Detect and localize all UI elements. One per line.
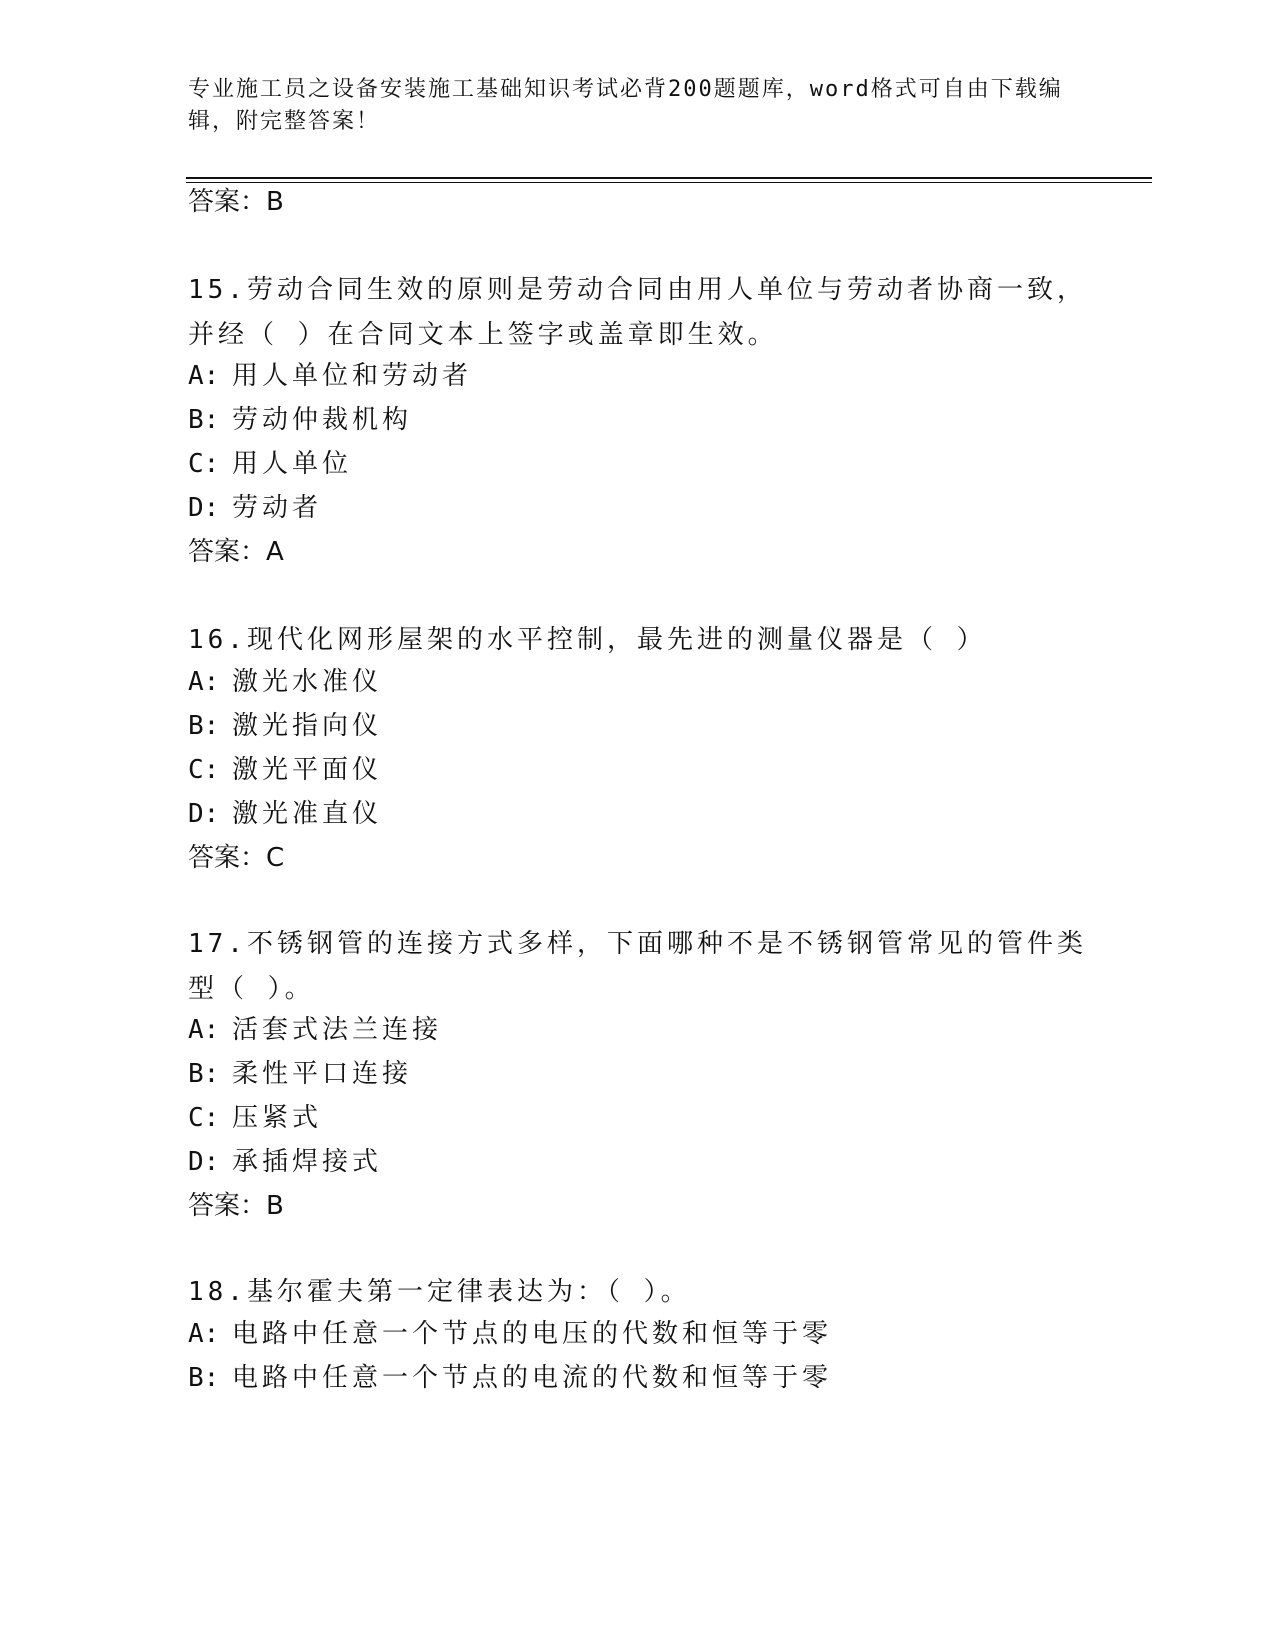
- option-text: 电路中任意一个节点的电流的代数和恒等于零: [232, 1363, 833, 1393]
- option-letter: C:: [188, 1103, 220, 1133]
- option-letter: A:: [188, 361, 220, 391]
- q18-option-a: [188, 1316, 832, 1352]
- option-text: 电路中任意一个节点的电压的代数和恒等于零: [232, 1319, 833, 1349]
- q17-option-c: [188, 1100, 322, 1136]
- question-16: 16.现代化网形屋架的水平控制，最先进的测量仪器是（ ）: [188, 625, 987, 655]
- q16-option-b: [188, 708, 382, 744]
- option-letter: B:: [188, 1363, 220, 1393]
- option-text: 活套式法兰连接: [232, 1015, 443, 1045]
- q17-option-a: [188, 1012, 442, 1048]
- q15-option-d: [188, 490, 322, 526]
- q17-option-d: [188, 1144, 382, 1180]
- option-text: 激光准直仪: [232, 799, 383, 829]
- q16-option-c: [188, 752, 382, 788]
- option-text: 用人单位和劳动者: [232, 361, 473, 391]
- q15-option-c: [188, 446, 352, 482]
- option-letter: D:: [188, 493, 220, 523]
- q15-option-b: [188, 402, 412, 438]
- option-text: 柔性平口连接: [232, 1059, 413, 1089]
- header-rule-thick: [186, 177, 1152, 179]
- option-letter: D:: [188, 799, 220, 829]
- option-text: 激光水准仪: [232, 667, 383, 697]
- option-text: 激光指向仪: [232, 711, 383, 741]
- header-rule-thin: [186, 182, 1152, 183]
- option-text: 激光平面仪: [232, 755, 383, 785]
- option-text: 劳动者: [232, 493, 323, 523]
- option-letter: C:: [188, 449, 220, 479]
- answer-14: 答案：B: [188, 187, 284, 217]
- option-letter: B:: [188, 1059, 220, 1089]
- option-letter: B:: [188, 711, 220, 741]
- q16-option-a: [188, 664, 382, 700]
- answer-17: 答案：B: [188, 1191, 284, 1221]
- option-letter: B:: [188, 405, 220, 435]
- q17-option-b: [188, 1056, 412, 1092]
- option-text: 用人单位: [232, 449, 353, 479]
- q16-option-d: [188, 796, 382, 832]
- option-letter: A:: [188, 667, 220, 697]
- option-text: 压紧式: [232, 1103, 323, 1133]
- option-letter: A:: [188, 1319, 220, 1349]
- document-header: 专业施工员之设备安装施工基础知识考试必背200题题库，word格式可自由下载编辑，附完整答案！: [188, 77, 1063, 134]
- answer-16: 答案：C: [188, 843, 285, 873]
- question-18: 18.基尔霍夫第一定律表达为：（ ）。: [188, 1277, 691, 1307]
- q15-option-a: [188, 358, 472, 394]
- option-text: 承插焊接式: [232, 1147, 383, 1177]
- answer-15: 答案：A: [188, 537, 284, 567]
- question-17: 17.不锈钢管的连接方式多样，下面哪种不是不锈钢管常见的管件类型（ ）。: [188, 929, 1087, 1004]
- q18-option-b: [188, 1360, 832, 1396]
- option-letter: C:: [188, 755, 220, 785]
- option-text: 劳动仲裁机构: [232, 405, 413, 435]
- question-15: 15.劳动合同生效的原则是劳动合同由用人单位与劳动者协商一致，并经（ ）在合同文本上签字或盖章即生效。: [188, 275, 1087, 350]
- option-letter: D:: [188, 1147, 220, 1177]
- option-letter: A:: [188, 1015, 220, 1045]
